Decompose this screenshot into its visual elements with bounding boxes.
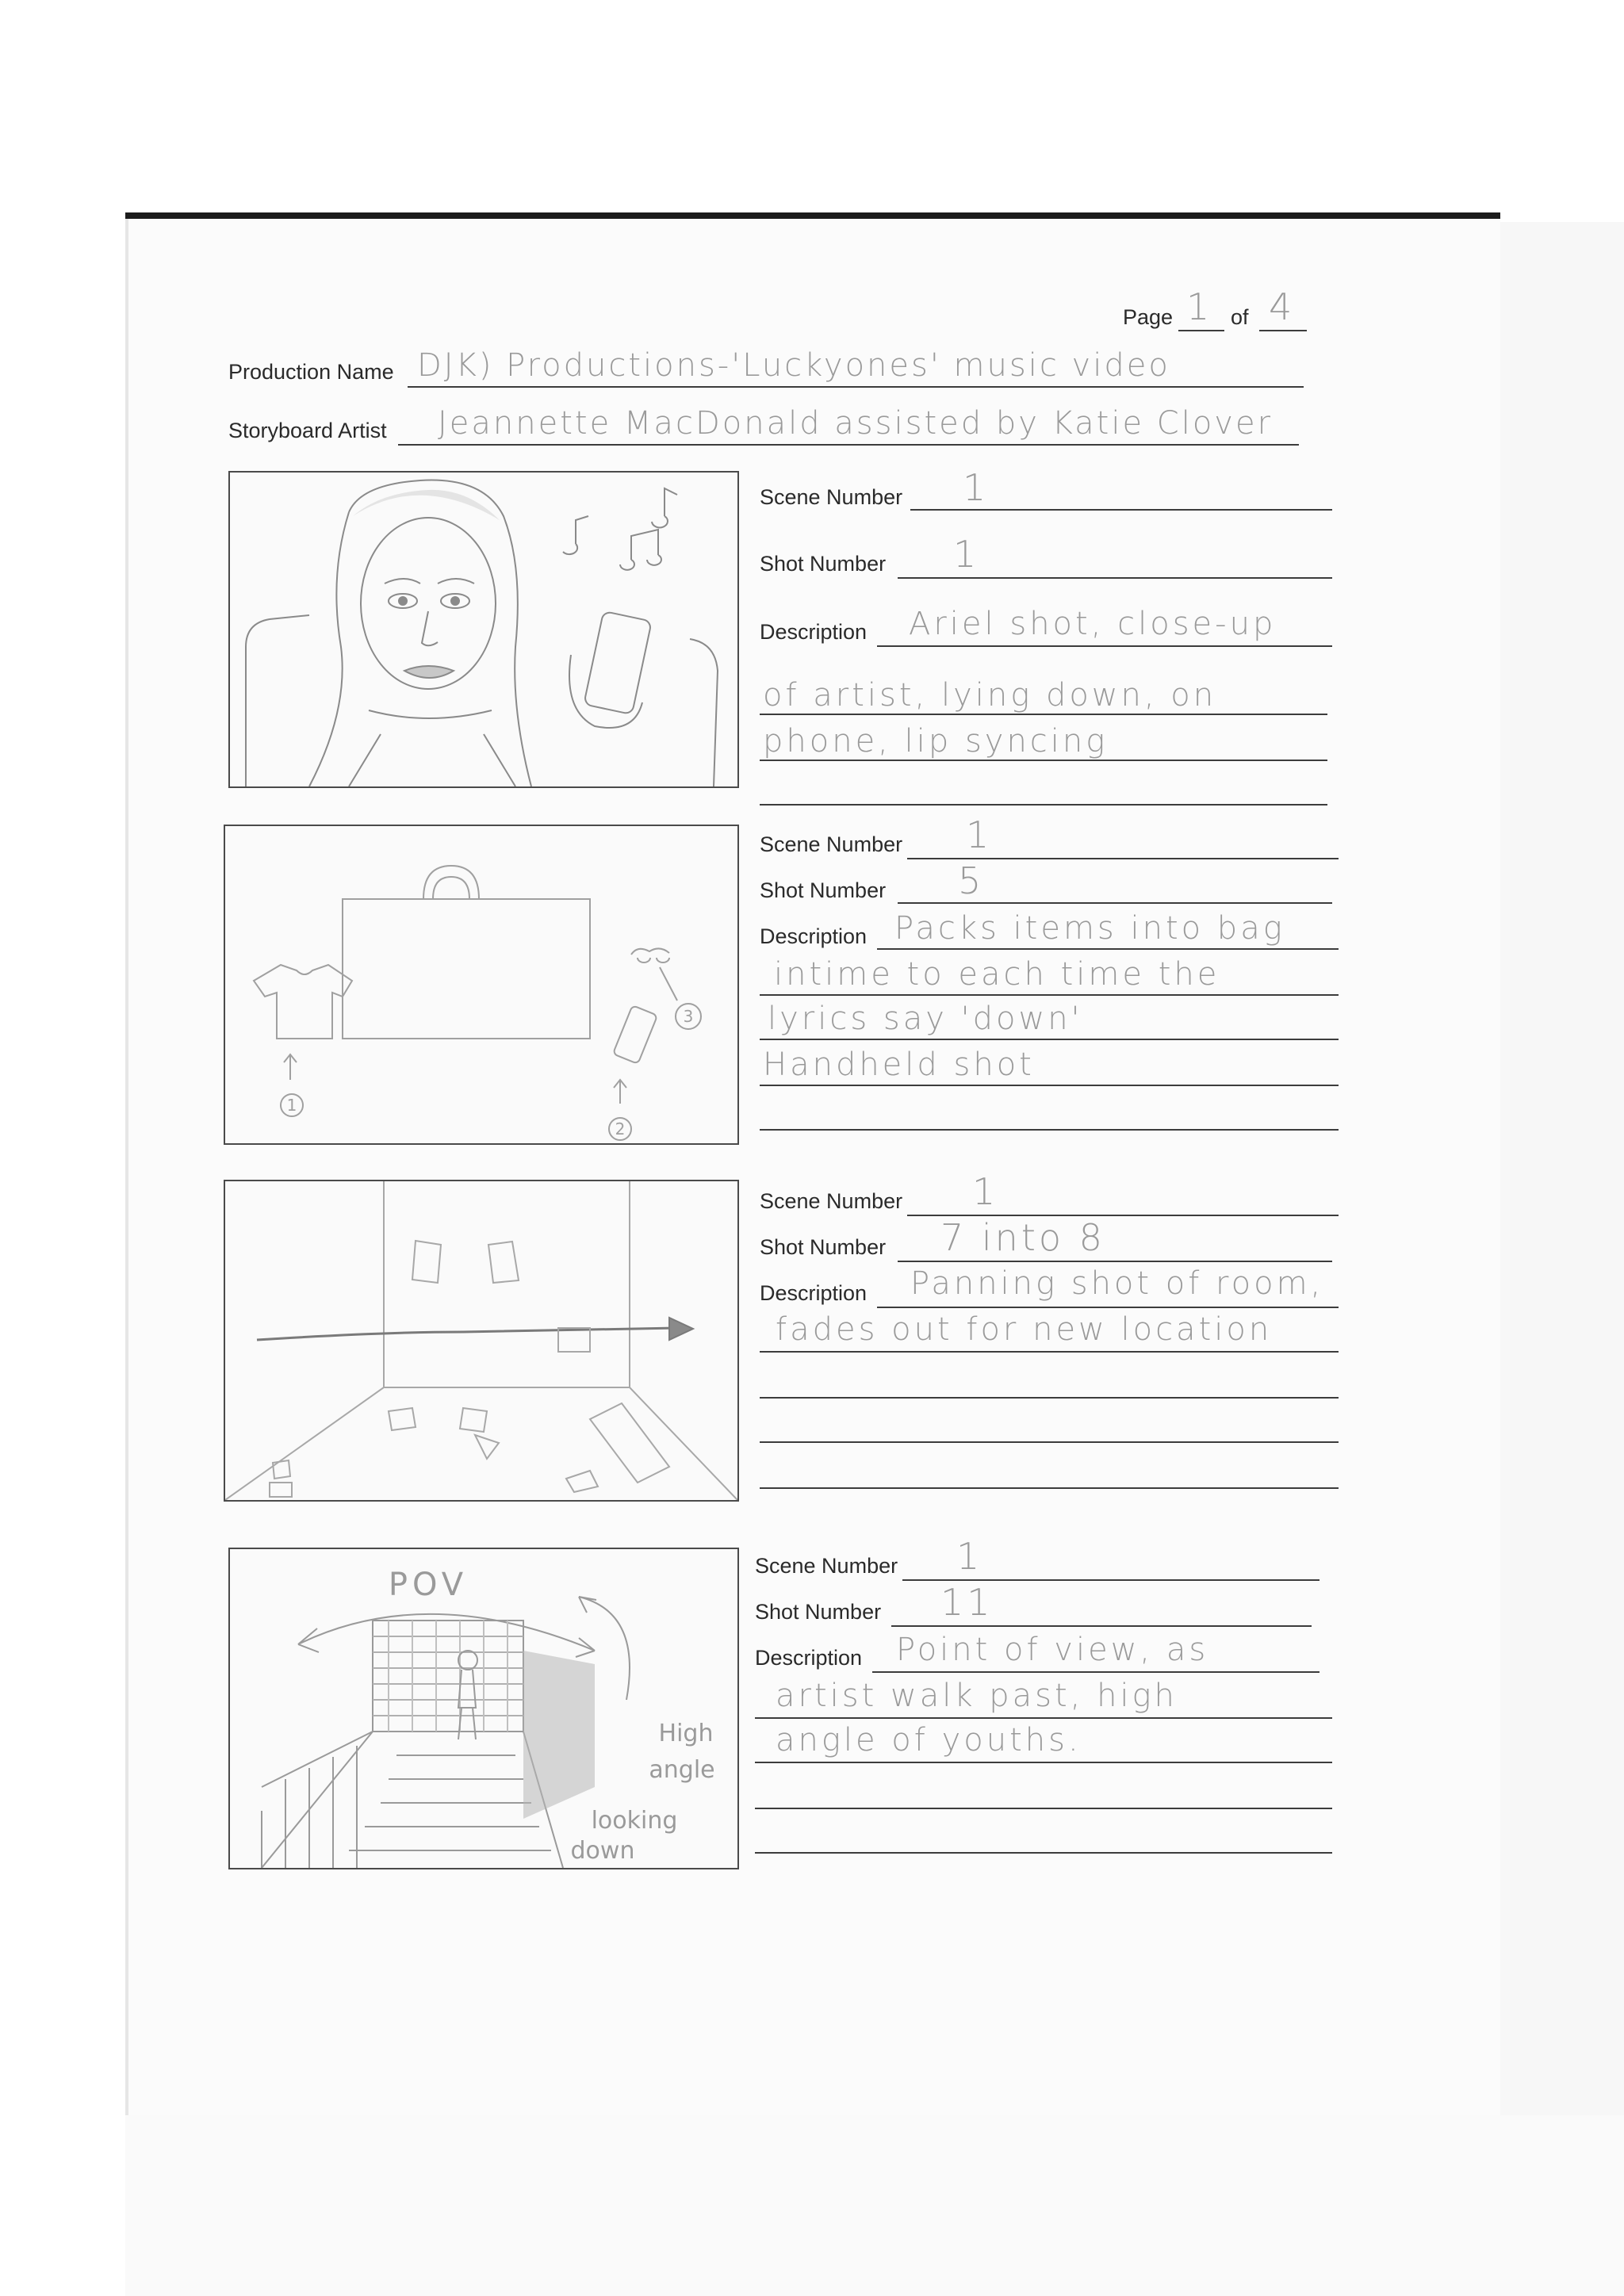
description-rule-3c [760, 1397, 1339, 1399]
music-note-2 [652, 488, 677, 527]
bag [343, 899, 590, 1039]
description-4-line-1: Point of view, as [896, 1632, 1209, 1668]
room-walls [225, 1181, 737, 1500]
description-label-2: Description [760, 924, 868, 948]
nose [422, 611, 438, 645]
scene-number-2: 1 [966, 813, 993, 856]
sketch-label-1: 1 [286, 1096, 297, 1115]
description-1-line-1: Ariel shot, close-up [909, 606, 1277, 642]
storyboard-artist: Jeannette MacDonald assisted by Katie Clover [438, 405, 1274, 442]
shot-number-label-1: Shot Number [760, 552, 887, 576]
scene-number-label-1: Scene Number [760, 485, 903, 509]
scene-number-rule-1 [910, 509, 1332, 511]
sketch-panel-2 [224, 825, 739, 1145]
description-rule-1c [760, 760, 1327, 761]
scene-number-label-3: Scene Number [760, 1189, 903, 1213]
sunglasses [631, 948, 669, 962]
scene-number-4: 1 [956, 1535, 983, 1578]
description-rule-4b [755, 1717, 1332, 1719]
pan-arrow-head [669, 1318, 693, 1340]
shadow-area [523, 1651, 595, 1819]
poster-1 [412, 1241, 441, 1283]
scan-shadow-bottom [125, 2115, 1624, 2296]
scene-number-1: 1 [963, 466, 990, 509]
sheet-top-edge [125, 212, 1500, 219]
sketch-panning-room [225, 1181, 737, 1500]
neck [349, 710, 515, 786]
hand [569, 655, 642, 728]
of-label: of [1231, 305, 1249, 329]
sketch-packing-bag [225, 826, 737, 1143]
music-note-3 [620, 530, 661, 570]
description-1-line-3: phone, lip syncing [763, 723, 1109, 760]
storyboard-artist-label: Storyboard Artist [228, 419, 387, 442]
shot-number-3: 7 into 8 [940, 1216, 1105, 1259]
description-rule-2e [760, 1129, 1339, 1131]
sketch-panel-1 [228, 471, 739, 788]
shot-number-rule-2 [898, 902, 1332, 904]
sketch-label-2: 2 [615, 1119, 626, 1138]
shot-number-2: 5 [958, 859, 985, 902]
sheet-left-edge [125, 219, 128, 2115]
sketch-label-3: 3 [683, 1007, 694, 1026]
description-rule-2d [760, 1085, 1339, 1086]
description-label-1: Description [760, 620, 868, 644]
glasses-line [660, 967, 677, 1001]
description-rule-3a [877, 1307, 1339, 1308]
description-rule-2a [877, 948, 1339, 950]
face [361, 518, 496, 689]
tshirt [254, 965, 352, 1039]
description-rule-3b [760, 1351, 1339, 1353]
scan-shadow-right [1500, 222, 1624, 2296]
description-rule-1a [877, 645, 1332, 647]
sketch-pov-high-angle [230, 1549, 737, 1868]
shot-number-label-2: Shot Number [760, 878, 887, 902]
scene-number-label-2: Scene Number [760, 832, 903, 856]
production-name: DJK) Productions-'Luckyones' music video [417, 347, 1170, 384]
angle-label: angle [649, 1756, 715, 1784]
shot-number-rule-4 [891, 1625, 1312, 1627]
stair-sides [262, 1732, 563, 1868]
description-3-line-2: fades out for new location [776, 1311, 1273, 1348]
arrow-1 [284, 1054, 297, 1080]
pillow-right [690, 639, 718, 786]
description-4-line-2: artist walk past, high [776, 1678, 1178, 1714]
down-label: down [570, 1837, 635, 1865]
description-label-3: Description [760, 1281, 868, 1305]
description-label-4: Description [755, 1646, 863, 1670]
page-number: 1 [1186, 285, 1213, 328]
high-label: High [658, 1720, 714, 1747]
shot-number-rule-1 [898, 577, 1332, 579]
description-rule-2b [760, 994, 1339, 996]
description-2-line-4: Handheld shot [763, 1047, 1035, 1083]
phone [613, 1005, 657, 1064]
description-rule-4a [872, 1671, 1320, 1673]
sketch-artist-on-phone [230, 473, 737, 786]
description-rule-2c [760, 1039, 1339, 1040]
figure-body [458, 1670, 476, 1739]
bag-handle [423, 866, 479, 899]
description-rule-1b [760, 714, 1327, 715]
description-2-line-2: intime to each time the [774, 956, 1220, 993]
description-1-line-2: of artist, lying down, on [763, 677, 1217, 714]
sketch-panel-4 [228, 1548, 739, 1869]
item-on-line [558, 1328, 590, 1352]
pillow-left [246, 615, 309, 786]
music-note-1 [563, 516, 588, 554]
looking-label: looking [591, 1807, 678, 1835]
figure-head [458, 1651, 477, 1670]
shot-number-label-3: Shot Number [760, 1235, 887, 1259]
description-2-line-3: lyrics say 'down' [768, 1001, 1083, 1037]
page-number-rule [1178, 330, 1224, 331]
shot-number-rule-3 [898, 1261, 1332, 1262]
pov-label: POV [388, 1567, 469, 1603]
description-4-line-3: angle of youths. [776, 1722, 1082, 1758]
arrow-2 [614, 1080, 626, 1104]
shot-number-label-4: Shot Number [755, 1600, 882, 1624]
page-total-rule [1259, 330, 1307, 331]
poster-2 [488, 1242, 519, 1283]
page-label: Page [1123, 305, 1174, 329]
rug [590, 1403, 669, 1483]
shot-number-4: 11 [940, 1581, 994, 1624]
shot-number-1: 1 [953, 533, 980, 576]
stairs [349, 1755, 551, 1850]
production-name-rule [408, 386, 1304, 388]
description-rule-1d [760, 804, 1327, 806]
hair-left [309, 512, 349, 786]
phone [584, 611, 652, 714]
lips [404, 666, 454, 678]
brows [385, 579, 474, 584]
scene-number-3: 1 [972, 1170, 999, 1213]
description-rule-4e [755, 1852, 1332, 1854]
scene-number-label-4: Scene Number [755, 1554, 898, 1578]
description-rule-3e [760, 1487, 1339, 1489]
description-rule-3d [760, 1441, 1339, 1443]
description-rule-4c [755, 1762, 1332, 1763]
storyboard-artist-rule [398, 444, 1299, 446]
description-3-line-1: Panning shot of room, [910, 1265, 1324, 1302]
production-name-label: Production Name [228, 360, 394, 384]
sketch-panel-3 [224, 1180, 739, 1502]
pan-arrow-line [257, 1328, 677, 1340]
description-2-line-1: Packs items into bag [894, 910, 1285, 947]
pov-arc [298, 1614, 595, 1651]
page-total: 4 [1269, 285, 1296, 328]
description-rule-4d [755, 1808, 1332, 1809]
